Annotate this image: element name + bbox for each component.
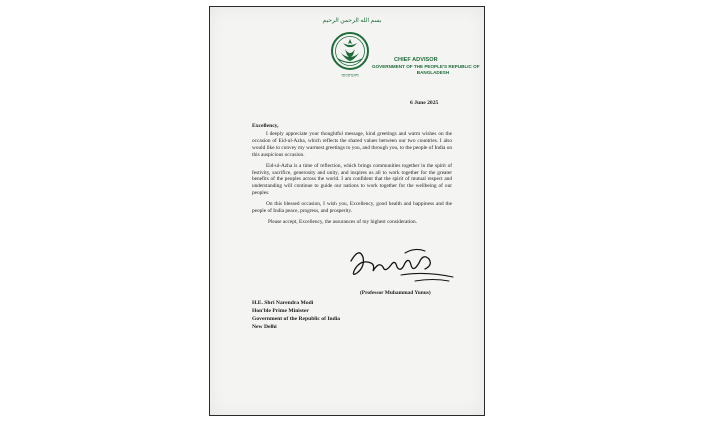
salutation: Excellency, (252, 123, 279, 129)
addressee-city: New Delhi (252, 324, 277, 330)
addressee-title: Hon'ble Prime Minister (252, 308, 309, 314)
office-country-line: BANGLADESH (416, 70, 450, 75)
signatory-name: (Professor Muhammad Yunus) (360, 290, 431, 296)
addressee-block (252, 299, 340, 331)
office-heading (372, 57, 484, 76)
body-paragraph: Please accept, Excellency, the assurances of my highest consideration. (268, 218, 417, 225)
handwritten-signature (345, 243, 457, 285)
office-title: CHIEF ADVISOR (394, 57, 438, 63)
letter-page (209, 6, 485, 416)
emblem-caption: বাংলাদেশ (341, 73, 359, 78)
addressee-name: H.E. Shri Narendra Modi (252, 300, 314, 306)
bangladesh-emblem-icon (329, 31, 371, 75)
office-government-line: GOVERNMENT OF THE PEOPLE'S REPUBLIC OF (372, 64, 480, 69)
letter-date: 6 June 2025 (410, 100, 439, 106)
body-paragraph: Eid-ul-Azha is a time of reflection, which brings communities together in the spirit of festivity, sacrifice, generosity and unity, and inspires us all to work together for the greater benefits of the peoples across the world. I am confident that the spirit of mutual respect and understanding will continue to guide our nations to work together for the wellbeing of our peoples. (252, 162, 452, 197)
body-paragraph: I deeply appreciate your thoughtful message, kind greetings and warm wishes on the occasion of Eid-ul-Azha, which reflects the shared values between our two countries. I also would like to convey my warmest greetings to you, and through you, to the people of India on this auspicious occasion. (252, 131, 452, 158)
addressee-government: Government of the Republic of India (252, 316, 341, 322)
letter-body (252, 131, 452, 230)
body-paragraph: On this blessed occasion, I wish you, Excellency, good health and happiness and the people of India peace, progress, and prosperity. (252, 201, 452, 215)
arabic-calligraphy: بسم الله الرحمن الرحيم (322, 18, 382, 24)
